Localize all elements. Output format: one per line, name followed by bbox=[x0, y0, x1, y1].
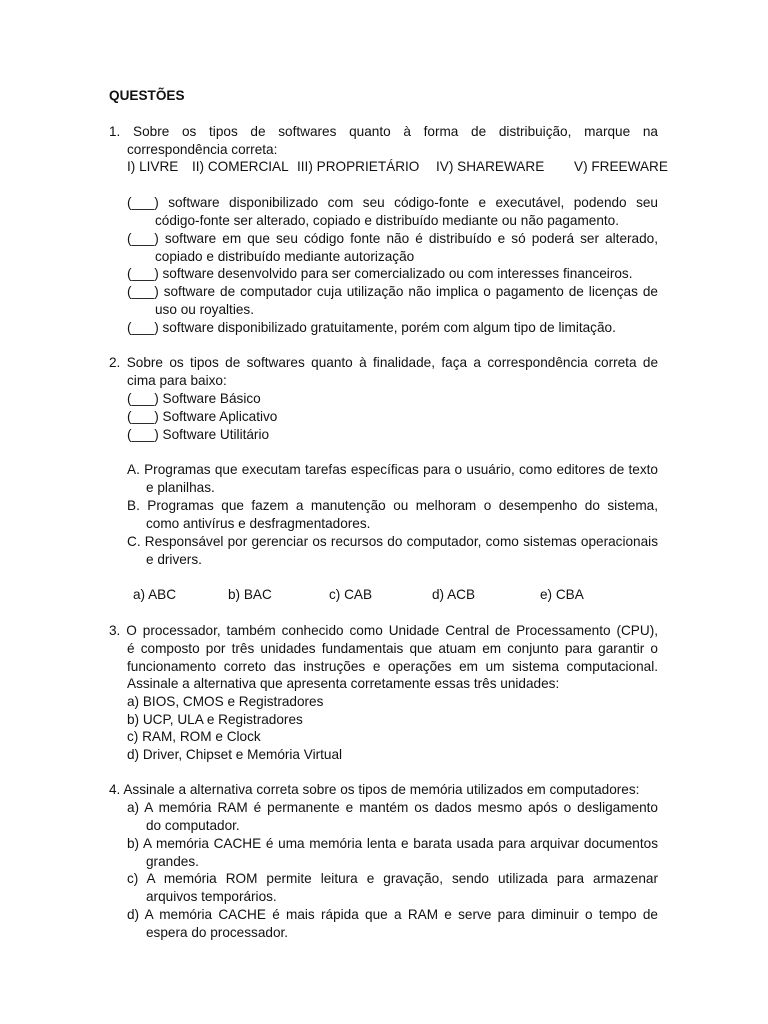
question-2-stem-cont: cima para baixo: bbox=[127, 373, 227, 388]
q2-def-b: B. Programas que fazem a manutenção ou melhoram o desempenho do sistema, bbox=[127, 498, 658, 513]
option-freeware: V) FREEWARE bbox=[574, 159, 668, 174]
q2-blank-utilitario: (___) Software Utilitário bbox=[127, 427, 270, 442]
q1-item-2-cont: copiado e distribuído mediante autorização bbox=[155, 249, 415, 264]
q4-option-a: a) A memória RAM é permanente e mantém os dados mesmo após o desligamento bbox=[127, 800, 658, 815]
page-title: QUESTÕES bbox=[109, 88, 185, 103]
q2-blank-basico: (___) Software Básico bbox=[127, 391, 261, 406]
question-1-stem-cont: correspondência correta: bbox=[127, 142, 278, 157]
q3-option-a: a) BIOS, CMOS e Registradores bbox=[127, 694, 324, 709]
q1-item-3: (___) software desenvolvido para ser comercializado ou com interesses financeiros. bbox=[127, 266, 633, 281]
answer-a: a) ABC bbox=[133, 587, 177, 602]
answer-d: d) ACB bbox=[432, 587, 476, 602]
q3-option-c: c) RAM, ROM e Clock bbox=[127, 729, 261, 744]
question-3-stem-3: funcionamento correto das instruções e operações em um sistema computacional. bbox=[127, 659, 658, 674]
option-livre: I) LIVRE bbox=[127, 159, 179, 174]
q2-def-b-cont: como antivírus e desfragmentadores. bbox=[146, 516, 371, 531]
q4-option-d-cont: espera do processador. bbox=[146, 925, 289, 940]
question-1-options bbox=[0, 158, 768, 176]
q1-item-5: (___) software disponibilizado gratuitamente, porém com algum tipo de limitação. bbox=[127, 320, 616, 335]
question-3-stem-4: Assinale a alternativa que apresenta corretamente essas três unidades: bbox=[127, 676, 560, 691]
answer-b: b) BAC bbox=[228, 587, 272, 602]
answer-e: e) CBA bbox=[540, 587, 584, 602]
option-proprietario: III) PROPRIETÁRIO bbox=[297, 159, 420, 174]
q1-item-1: (___) software disponibilizado com seu código-fonte e executável, podendo seu bbox=[127, 195, 658, 210]
q4-option-a-cont: do computador. bbox=[146, 818, 240, 833]
question-4-stem: 4. Assinale a alternativa correta sobre os tipos de memória utilizados em computadores: bbox=[109, 782, 640, 797]
q4-option-d: d) A memória CACHE é mais rápida que a RAM e serve para diminuir o tempo de bbox=[127, 907, 658, 922]
q1-item-4: (___) software de computador cuja utilização não implica o pagamento de licenças de bbox=[127, 284, 658, 299]
q4-option-c: c) A memória ROM permite leitura e gravação, sendo utilizada para armazenar bbox=[127, 871, 658, 886]
q3-option-d: d) Driver, Chipset e Memória Virtual bbox=[127, 747, 343, 762]
q2-def-c: C. Responsável por gerenciar os recursos do computador, como sistemas operacionais bbox=[127, 534, 658, 549]
q1-item-1-cont: código-fonte ser alterado, copiado e distribuído mediante ou não pagamento. bbox=[155, 213, 620, 228]
q4-option-b-cont: grandes. bbox=[146, 854, 199, 869]
question-2-answers bbox=[0, 586, 768, 604]
q2-def-a-cont: e planilhas. bbox=[146, 480, 215, 495]
q2-def-a: A. Programas que executam tarefas específicas para o usuário, como editores de texto bbox=[127, 462, 658, 477]
q4-option-c-cont: arquivos temporários. bbox=[146, 889, 277, 904]
question-2-stem: 2. Sobre os tipos de softwares quanto à finalidade, faça a correspondência correta de bbox=[109, 355, 658, 370]
q4-option-b: b) A memória CACHE é uma memória lenta e barata usada para arquivar documentos bbox=[127, 836, 658, 851]
q3-option-b: b) UCP, ULA e Registradores bbox=[127, 712, 303, 727]
question-3-stem-2: é composto por três unidades fundamentais que atuam em conjunto para garantir o bbox=[127, 641, 658, 656]
q1-item-2: (___) software em que seu código fonte não é distribuído e só poderá ser alterado, bbox=[127, 231, 658, 246]
question-1-stem: 1. Sobre os tipos de softwares quanto à forma de distribuição, marque na bbox=[109, 124, 658, 139]
option-comercial: II) COMERCIAL bbox=[192, 159, 289, 174]
question-3-stem-1: 3. O processador, também conhecido como Unidade Central de Processamento (CPU), bbox=[109, 623, 658, 638]
q2-blank-aplicativo: (___) Software Aplicativo bbox=[127, 409, 278, 424]
q2-def-c-cont: e drivers. bbox=[146, 552, 202, 567]
answer-c: c) CAB bbox=[329, 587, 373, 602]
option-shareware: IV) SHAREWARE bbox=[436, 159, 545, 174]
q1-item-4-cont: uso ou royalties. bbox=[155, 302, 254, 317]
